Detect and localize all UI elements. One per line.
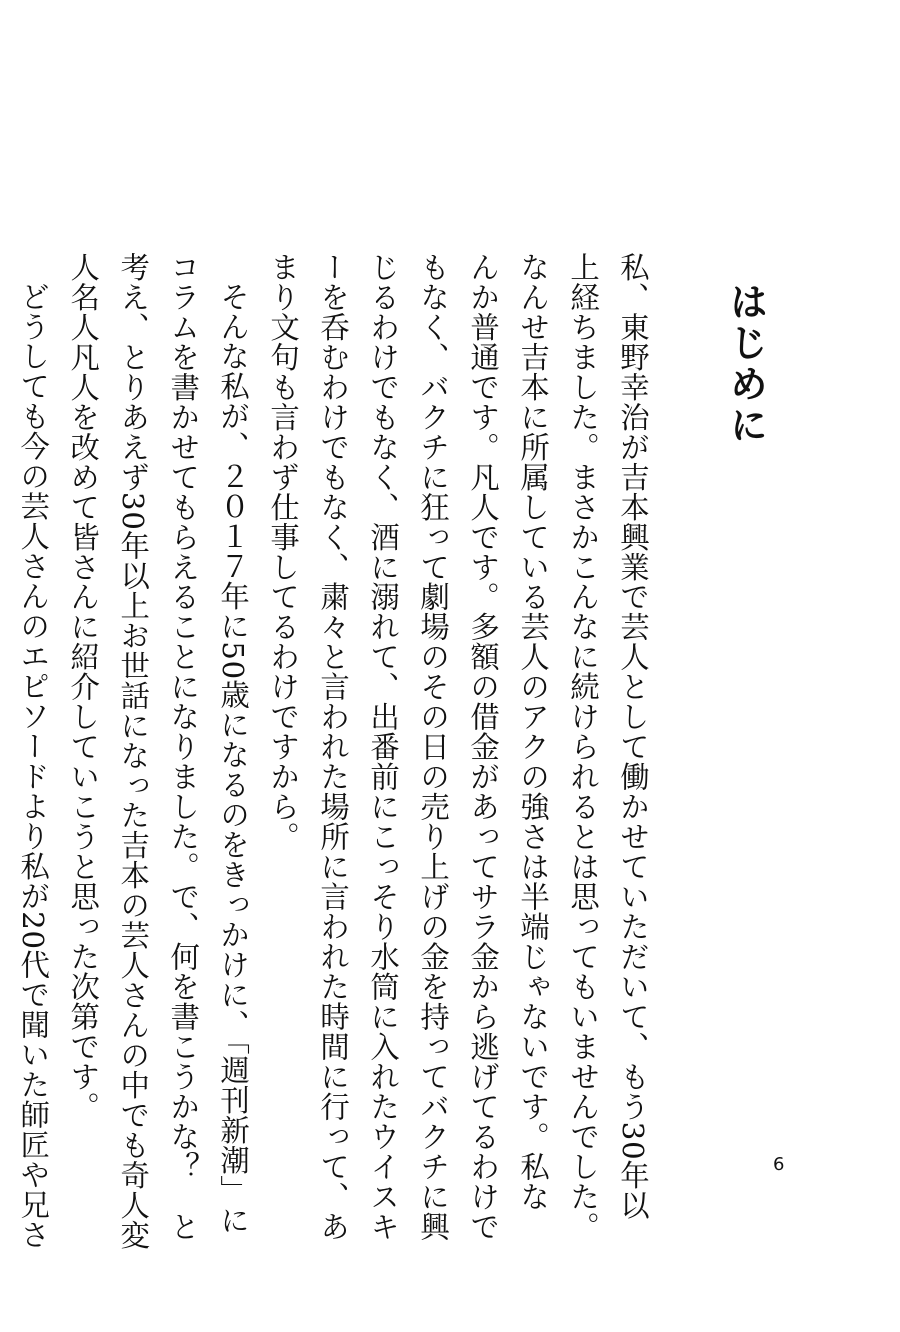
text-line: なんせ吉本に所属している芸人のアクの強さは半端じゃないです。私な bbox=[516, 252, 551, 1212]
body-text bbox=[0, 252, 657, 1251]
text-line: ーを呑むわけでもなく、粛々と言われた場所に言われた時間に行って、あ bbox=[316, 252, 351, 1242]
text-line: コラムを書かせてもらえることになりました。で、何を書こうかな？ と bbox=[166, 252, 201, 1242]
text-line-content: そんな私が、２０１７年に50歳になるのをきっかけに、「週刊新潮」に bbox=[216, 281, 251, 1235]
page-number: 6 bbox=[773, 1154, 785, 1175]
text-line: 私、東野幸治が吉本興業で芸人として働かせていただいて、もう30年以 bbox=[616, 252, 650, 1221]
paragraph-start-line bbox=[7, 252, 57, 1250]
text-line: 人名人凡人を改めて皆さんに紹介していこうと思った次第です。 bbox=[66, 252, 101, 1122]
paragraph-start-line bbox=[207, 252, 257, 1235]
text-line: まり文句も言わず仕事してるわけですから。 bbox=[266, 252, 301, 852]
text-line: もなく、バクチに狂って劇場のその日の売り上げの金を持ってバクチに興 bbox=[416, 252, 451, 1242]
text-line-content: どうしても今の芸人さんのエピソードより私が20代で聞いた師匠や兄さ bbox=[16, 281, 51, 1250]
text-line: 上経ちました。まさかこんなに続けられるとは思ってもいませんでした。 bbox=[566, 252, 601, 1242]
chapter-title: はじめに bbox=[723, 282, 768, 447]
text-line: んか普通です。凡人です。多額の借金があってサラ金から逃げてるわけで bbox=[466, 252, 501, 1242]
text-line bbox=[0, 252, 7, 1052]
text-line: 考え、とりあえず30年以上お世話になった吉本の芸人さんの中でも奇人変 bbox=[116, 252, 151, 1251]
text-line: じるわけでもなく、酒に溺れて、出番前にこっそり水筒に入れたウイスキ bbox=[366, 252, 401, 1242]
